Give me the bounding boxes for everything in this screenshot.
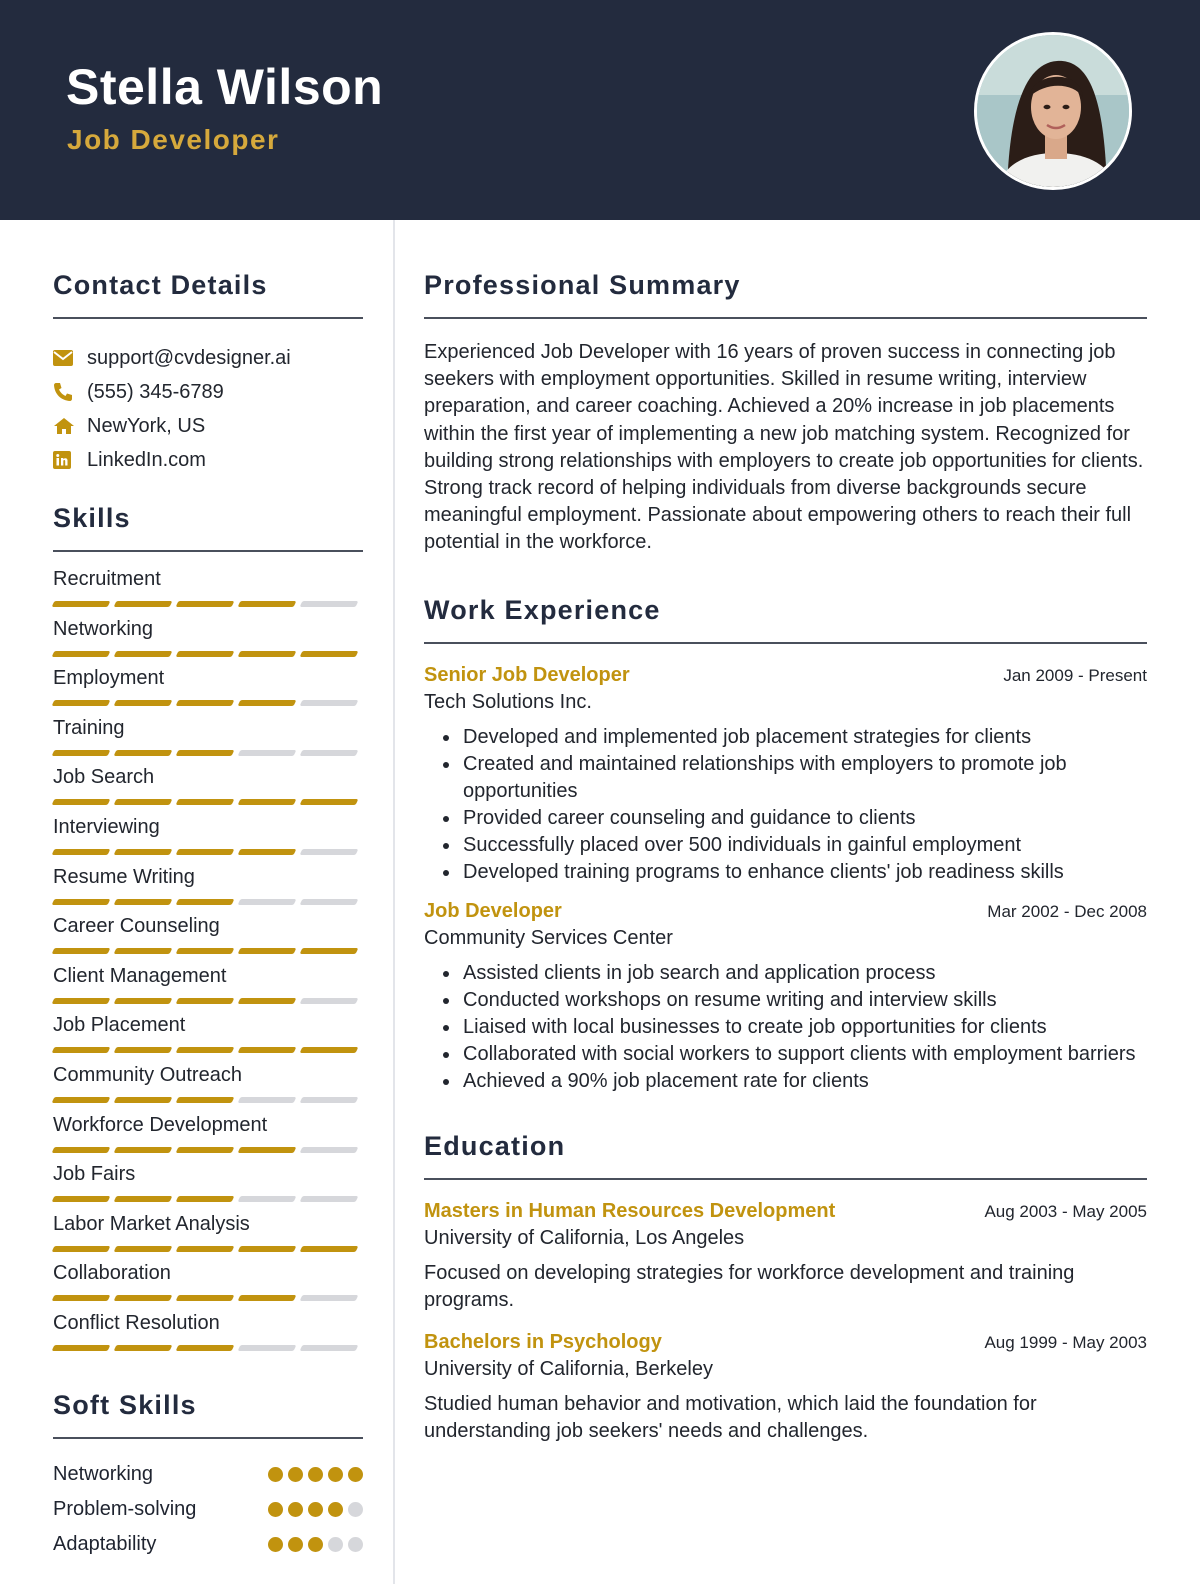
rating-segment: [52, 750, 111, 756]
education-description: Focused on developing strategies for workforce development and training programs.: [424, 1261, 1075, 1312]
skill-rating-bar: [53, 651, 363, 657]
skill-item: [53, 913, 363, 963]
skill-item: [53, 963, 363, 1013]
skills-section: [53, 503, 363, 1360]
job-title: Senior Job Developer: [424, 663, 630, 686]
soft-skill-name: Networking: [53, 1462, 154, 1485]
contact-heading: Contact Details: [53, 270, 363, 319]
skill-name: Workforce Development: [53, 1113, 268, 1136]
skills-list: [53, 566, 363, 1360]
rating-dot: [348, 1537, 363, 1552]
rating-segment: [176, 1295, 235, 1301]
contact-phone-text: (555) 345-6789: [87, 380, 224, 403]
contact-email-text: support@cvdesigner.ai: [87, 346, 291, 369]
skill-item: [53, 616, 363, 666]
rating-segment: [238, 998, 297, 1004]
rating-segment: [52, 1295, 111, 1301]
skill-name: Recruitment: [53, 568, 161, 590]
envelope-icon: [53, 350, 87, 366]
job-bullets: [424, 724, 1147, 886]
skill-item: [53, 864, 363, 914]
candidate-name: Stella Wilson: [66, 59, 384, 115]
rating-segment: [300, 799, 359, 805]
skill-item: [53, 715, 363, 765]
list-item: • Assisted clients in job search and application process: [461, 960, 1147, 987]
job-title: Job Developer: [424, 899, 562, 922]
rating-segment: [52, 1047, 111, 1053]
list-item: • Liaised with local businesses to create job opportunities for clients: [461, 1014, 1147, 1041]
soft-skill-item: [53, 1457, 363, 1492]
rating-dot: [348, 1502, 363, 1517]
soft-skill-rating: [268, 1502, 363, 1517]
list-item: • Developed and implemented job placement strategies for clients: [461, 724, 1147, 751]
list-item: • Provided career counseling and guidance to clients: [461, 805, 1147, 832]
rating-segment: [300, 1295, 359, 1301]
rating-segment: [114, 1246, 173, 1252]
skill-rating-bar: [53, 1097, 363, 1103]
rating-segment: [238, 1047, 297, 1053]
rating-segment: [300, 998, 359, 1004]
rating-segment: [114, 899, 173, 905]
skill-item: [53, 665, 363, 715]
rating-dot: [308, 1502, 323, 1517]
skill-name: Employment: [53, 667, 165, 690]
rating-segment: [176, 948, 235, 954]
rating-segment: [300, 651, 359, 657]
rating-segment: [114, 1047, 173, 1053]
rating-segment: [52, 1196, 111, 1202]
rating-segment: [176, 1246, 235, 1252]
rating-segment: [238, 948, 297, 954]
candidate-title: Job Developer: [67, 124, 280, 155]
rating-segment: [238, 750, 297, 756]
rating-segment: [300, 1196, 359, 1202]
rating-segment: [114, 651, 173, 657]
skill-item: [53, 1211, 363, 1261]
left-column: [53, 220, 363, 1562]
skill-rating-bar: [53, 1047, 363, 1053]
contact-email[interactable]: [53, 341, 363, 375]
rating-segment: [114, 1147, 173, 1153]
skill-name: Collaboration: [53, 1262, 171, 1285]
rating-segment: [238, 700, 297, 706]
rating-segment: [52, 1097, 111, 1103]
education-section: [424, 1131, 1147, 1446]
rating-segment: [176, 998, 235, 1004]
rating-segment: [300, 849, 359, 855]
job-dates: Mar 2002 - Dec 2008: [987, 901, 1147, 921]
rating-dot: [308, 1537, 323, 1552]
skill-name: Labor Market Analysis: [53, 1212, 250, 1235]
skill-item: [53, 1260, 363, 1310]
rating-segment: [52, 1345, 111, 1351]
rating-dot: [288, 1502, 303, 1517]
skill-name: Training: [53, 716, 125, 739]
summary-text: Experienced Job Developer with 16 years of proven success in connecting job seekers with employment opportunities. Skilled in resume writing, interview preparation, and career coaching. Achieved a 20% increase in job placements within the first year of implementing a new job matching system. Recognized for building strong relationships with employers to create job opportunities for clients. Strong track record of helping individuals from diverse backgrounds secure meaningful employment. Passionate about empowering others to reach their full potential in the workforce.: [424, 341, 1144, 554]
rating-segment: [300, 1097, 359, 1103]
rating-segment: [52, 799, 111, 805]
avatar: [974, 32, 1132, 190]
rating-segment: [52, 849, 111, 855]
skill-rating-bar: [53, 750, 363, 756]
soft-skill-name: Adaptability: [53, 1532, 157, 1555]
rating-segment: [300, 700, 359, 706]
rating-segment: [238, 601, 297, 607]
list-item: • Successfully placed over 500 individuals in gainful employment: [461, 832, 1147, 859]
rating-segment: [176, 1345, 235, 1351]
phone-icon: [53, 382, 87, 402]
rating-segment: [52, 899, 111, 905]
rating-segment: [176, 1097, 235, 1103]
rating-segment: [238, 1097, 297, 1103]
school-name: University of California, Los Angeles: [424, 1226, 745, 1249]
skill-item: [53, 1012, 363, 1062]
rating-segment: [52, 948, 111, 954]
rating-segment: [300, 1246, 359, 1252]
soft-skills-section: [53, 1390, 363, 1562]
rating-dot: [328, 1537, 343, 1552]
skill-name: Conflict Resolution: [53, 1311, 220, 1334]
school-name: University of California, Berkeley: [424, 1357, 713, 1380]
rating-segment: [176, 1196, 235, 1202]
summary-section: [424, 270, 1147, 557]
skill-name: Community Outreach: [53, 1063, 242, 1086]
portrait-icon: [977, 35, 1132, 190]
job-bullets: [424, 960, 1147, 1095]
job-dates: Jan 2009 - Present: [1003, 665, 1147, 685]
skill-item: [53, 566, 363, 616]
summary-heading: Professional Summary: [424, 270, 1147, 319]
education-heading: Education: [424, 1131, 1147, 1180]
rating-segment: [114, 601, 173, 607]
skill-name: Resume Writing: [53, 865, 195, 888]
rating-segment: [52, 601, 111, 607]
rating-segment: [176, 799, 235, 805]
contact-linkedin[interactable]: [53, 443, 363, 477]
column-divider: [393, 220, 395, 1584]
rating-segment: [114, 998, 173, 1004]
rating-segment: [114, 948, 173, 954]
contact-phone[interactable]: [53, 375, 363, 409]
skill-name: Career Counseling: [53, 915, 220, 938]
education-entry: [424, 1200, 1147, 1315]
skill-rating-bar: [53, 1246, 363, 1252]
skill-rating-bar: [53, 799, 363, 805]
rating-segment: [238, 1295, 297, 1301]
rating-dot: [308, 1467, 323, 1482]
rating-segment: [114, 1097, 173, 1103]
skill-item: [53, 1062, 363, 1112]
rating-segment: [300, 1047, 359, 1053]
rating-segment: [52, 651, 111, 657]
list-item: • Collaborated with social workers to support clients with employment barriers: [461, 1041, 1147, 1068]
skill-rating-bar: [53, 1147, 363, 1153]
skill-rating-bar: [53, 849, 363, 855]
skill-name: Job Search: [53, 766, 155, 789]
skill-item: [53, 1161, 363, 1211]
rating-dot: [268, 1502, 283, 1517]
skill-item: [53, 1112, 363, 1162]
education-entry: [424, 1331, 1147, 1446]
rating-segment: [238, 899, 297, 905]
rating-dot: [268, 1467, 283, 1482]
resume-header: [0, 0, 1200, 220]
rating-segment: [114, 750, 173, 756]
soft-skills-list: [53, 1457, 363, 1562]
rating-segment: [114, 849, 173, 855]
degree-dates: Aug 1999 - May 2003: [984, 1332, 1147, 1352]
skill-name: Interviewing: [53, 815, 160, 838]
list-item: • Created and maintained relationships with employers to promote job opportunities: [461, 751, 1147, 805]
contact-location: [53, 409, 363, 443]
rating-segment: [300, 601, 359, 607]
rating-segment: [238, 849, 297, 855]
job-company: Tech Solutions Inc.: [424, 690, 592, 713]
skill-rating-bar: [53, 998, 363, 1004]
skill-name: Job Placement: [53, 1014, 186, 1037]
skill-name: Job Fairs: [53, 1163, 136, 1186]
list-item: • Developed training programs to enhance clients' job readiness skills: [461, 859, 1147, 886]
rating-dot: [288, 1467, 303, 1482]
rating-segment: [114, 700, 173, 706]
rating-segment: [176, 750, 235, 756]
contact-linkedin-text: LinkedIn.com: [87, 448, 206, 471]
rating-segment: [300, 948, 359, 954]
list-item: • Achieved a 90% job placement rate for clients: [461, 1068, 1147, 1095]
rating-segment: [114, 1345, 173, 1351]
job-company: Community Services Center: [424, 926, 673, 949]
skill-rating-bar: [53, 899, 363, 905]
skill-name: Client Management: [53, 964, 227, 987]
rating-segment: [52, 1246, 111, 1252]
skill-item: [53, 1310, 363, 1360]
skill-rating-bar: [53, 1295, 363, 1301]
list-item: • Conducted workshops on resume writing and interview skills: [461, 987, 1147, 1014]
rating-segment: [176, 1047, 235, 1053]
skill-item: [53, 814, 363, 864]
skill-rating-bar: [53, 601, 363, 607]
rating-segment: [300, 1147, 359, 1153]
soft-skill-rating: [268, 1537, 363, 1552]
rating-dot: [348, 1467, 363, 1482]
rating-segment: [176, 700, 235, 706]
rating-segment: [238, 651, 297, 657]
right-column: [424, 220, 1147, 1446]
education-description: Studied human behavior and motivation, which laid the foundation for understanding job seekers' needs and challenges.: [424, 1392, 1037, 1443]
experience-section: [424, 595, 1147, 1095]
soft-skill-rating: [268, 1467, 363, 1482]
rating-segment: [114, 1295, 173, 1301]
rating-segment: [176, 651, 235, 657]
rating-segment: [300, 899, 359, 905]
rating-segment: [238, 1246, 297, 1252]
home-icon: [53, 417, 87, 435]
rating-segment: [52, 998, 111, 1004]
soft-skill-name: Problem-solving: [53, 1497, 197, 1520]
rating-dot: [328, 1467, 343, 1482]
rating-dot: [268, 1537, 283, 1552]
rating-segment: [114, 1196, 173, 1202]
experience-heading: Work Experience: [424, 595, 1147, 644]
rating-segment: [176, 601, 235, 607]
degree-title: Bachelors in Psychology: [424, 1330, 662, 1353]
soft-skill-item: [53, 1492, 363, 1527]
rating-segment: [176, 1147, 235, 1153]
rating-segment: [238, 1345, 297, 1351]
rating-segment: [114, 799, 173, 805]
rating-segment: [238, 1147, 297, 1153]
linkedin-icon: [53, 451, 87, 469]
skill-name: Networking: [53, 617, 154, 640]
soft-skill-item: [53, 1527, 363, 1562]
contact-location-text: NewYork, US: [87, 414, 206, 437]
skill-rating-bar: [53, 1196, 363, 1202]
rating-segment: [238, 1196, 297, 1202]
degree-dates: Aug 2003 - May 2005: [984, 1201, 1147, 1221]
rating-dot: [328, 1502, 343, 1517]
rating-segment: [300, 1345, 359, 1351]
degree-title: Masters in Human Resources Development: [424, 1199, 836, 1222]
skill-rating-bar: [53, 948, 363, 954]
skills-heading: Skills: [53, 503, 363, 552]
skill-rating-bar: [53, 700, 363, 706]
rating-segment: [176, 899, 235, 905]
contact-section: [53, 270, 363, 477]
job-entry: [424, 900, 1147, 1095]
rating-segment: [238, 799, 297, 805]
soft-skills-heading: Soft Skills: [53, 1390, 363, 1439]
job-entry: [424, 664, 1147, 886]
rating-segment: [52, 1147, 111, 1153]
rating-segment: [52, 700, 111, 706]
skill-item: [53, 764, 363, 814]
skill-rating-bar: [53, 1345, 363, 1351]
rating-segment: [176, 849, 235, 855]
rating-segment: [300, 750, 359, 756]
rating-dot: [288, 1537, 303, 1552]
